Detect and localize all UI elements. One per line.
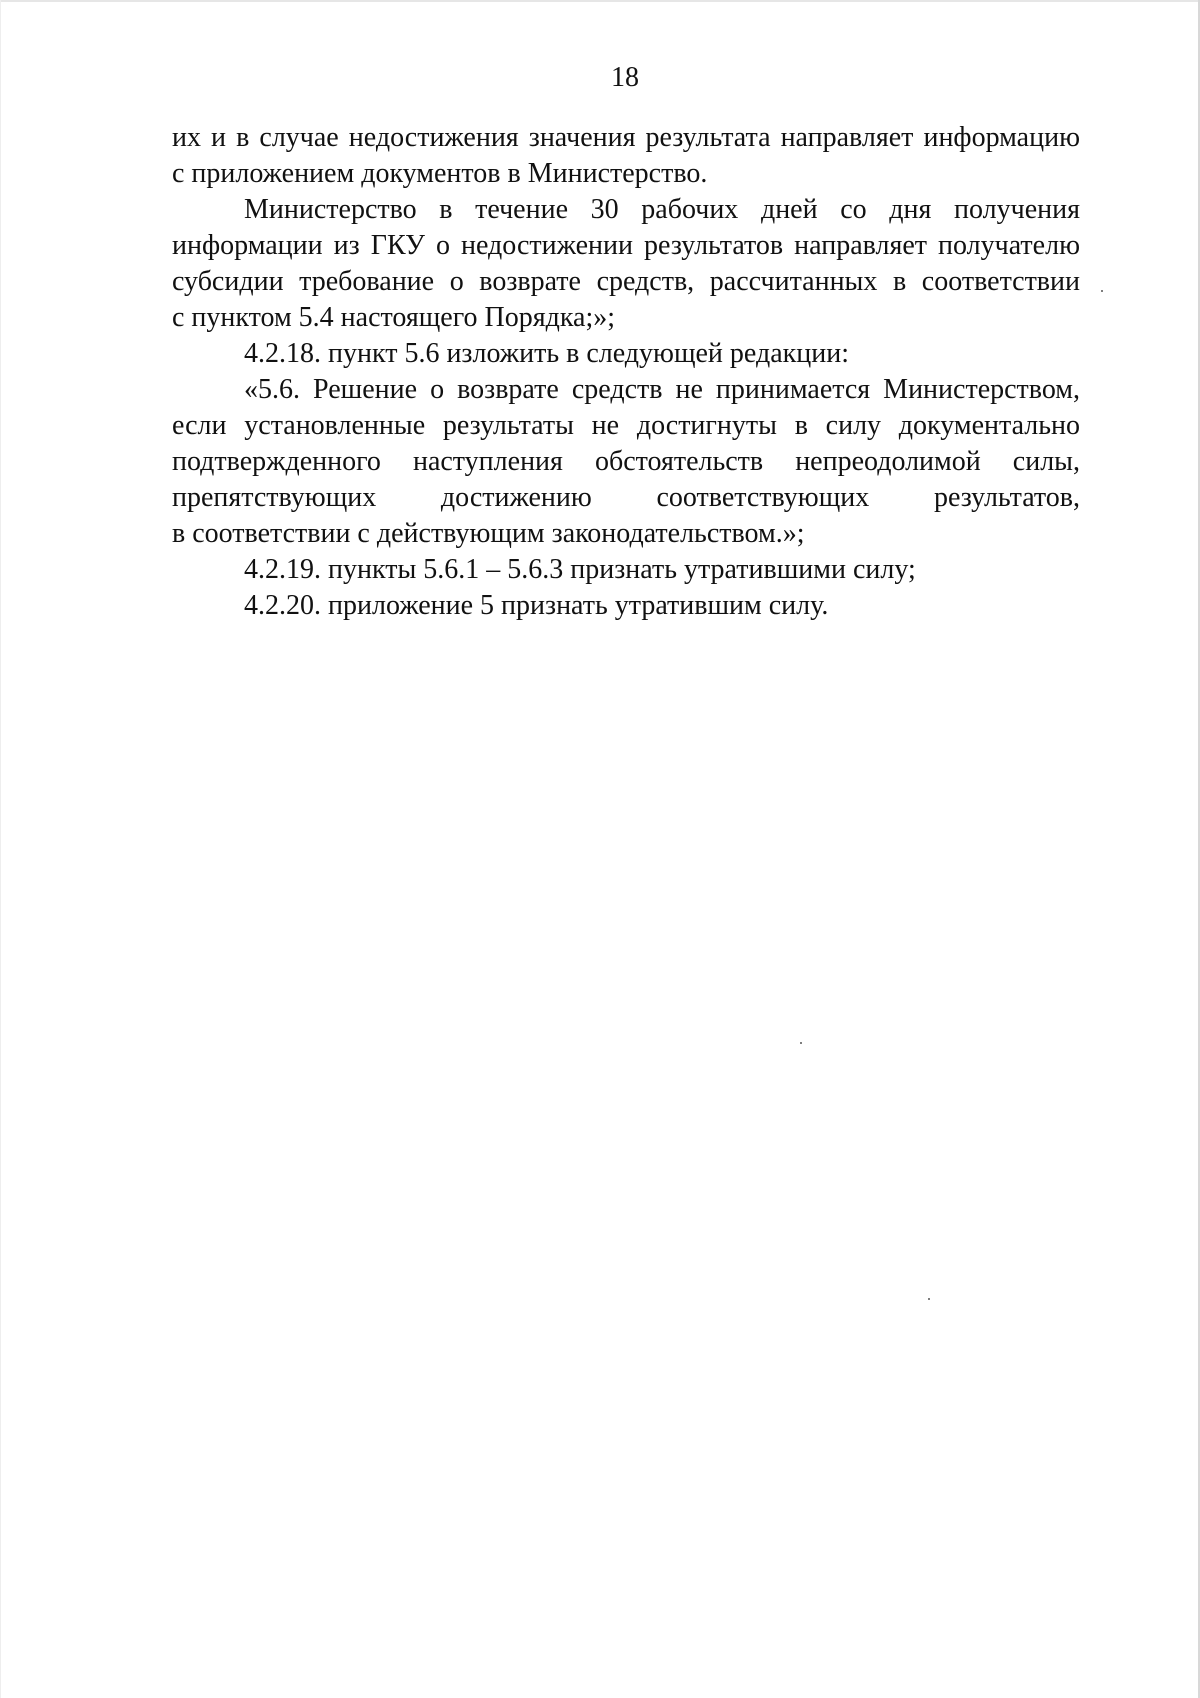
text-line: с пунктом 5.4 настоящего Порядка;»;	[172, 302, 616, 333]
text-line: субсидии требование о возврате средств, рассчитанных в соответствии	[172, 266, 1080, 297]
text-line: 4.2.19. пункты 5.6.1 – 5.6.3 признать утратившими силу;	[244, 554, 916, 585]
scan-speck	[928, 1298, 930, 1300]
text-line: Министерство в течение 30 рабочих дней со дня получения	[244, 194, 1080, 225]
document-body	[172, 120, 1080, 624]
scan-edge-top	[0, 0, 1200, 2]
scan-edge-left	[0, 0, 1, 1698]
text-line: «5.6. Решение о возврате средств не принимается Министерством,	[244, 374, 1080, 405]
scan-speck	[1101, 290, 1103, 292]
paragraph-item-4-2-18	[172, 336, 1080, 372]
text-line: препятствующих достижению соответствующих результатов,	[172, 482, 1080, 513]
text-line: 4.2.20. приложение 5 признать утратившим силу.	[244, 590, 829, 621]
text-line: если установленные результаты не достигнуты в силу документально	[172, 410, 1080, 441]
paragraph-ministry-requirement	[172, 192, 1080, 336]
text-line: в соответствии с действующим законодательством.»;	[172, 518, 805, 549]
text-line: подтвержденного наступления обстоятельств непреодолимой силы,	[172, 446, 1080, 477]
text-line: информации из ГКУ о недостижении результатов направляет получателю	[172, 230, 1080, 261]
text-line: с приложением документов в Министерство.	[172, 158, 708, 189]
scan-speck	[800, 1042, 802, 1044]
page-number: 18	[611, 62, 639, 93]
paragraph-continuation	[172, 120, 1080, 192]
paragraph-item-4-2-20	[172, 588, 1080, 624]
paragraph-item-5-6	[172, 372, 1080, 552]
text-line: их и в случае недостижения значения результата направляет информацию	[172, 122, 1080, 153]
text-line: 4.2.18. пункт 5.6 изложить в следующей редакции:	[244, 338, 849, 369]
paragraph-item-4-2-19	[172, 552, 1080, 588]
